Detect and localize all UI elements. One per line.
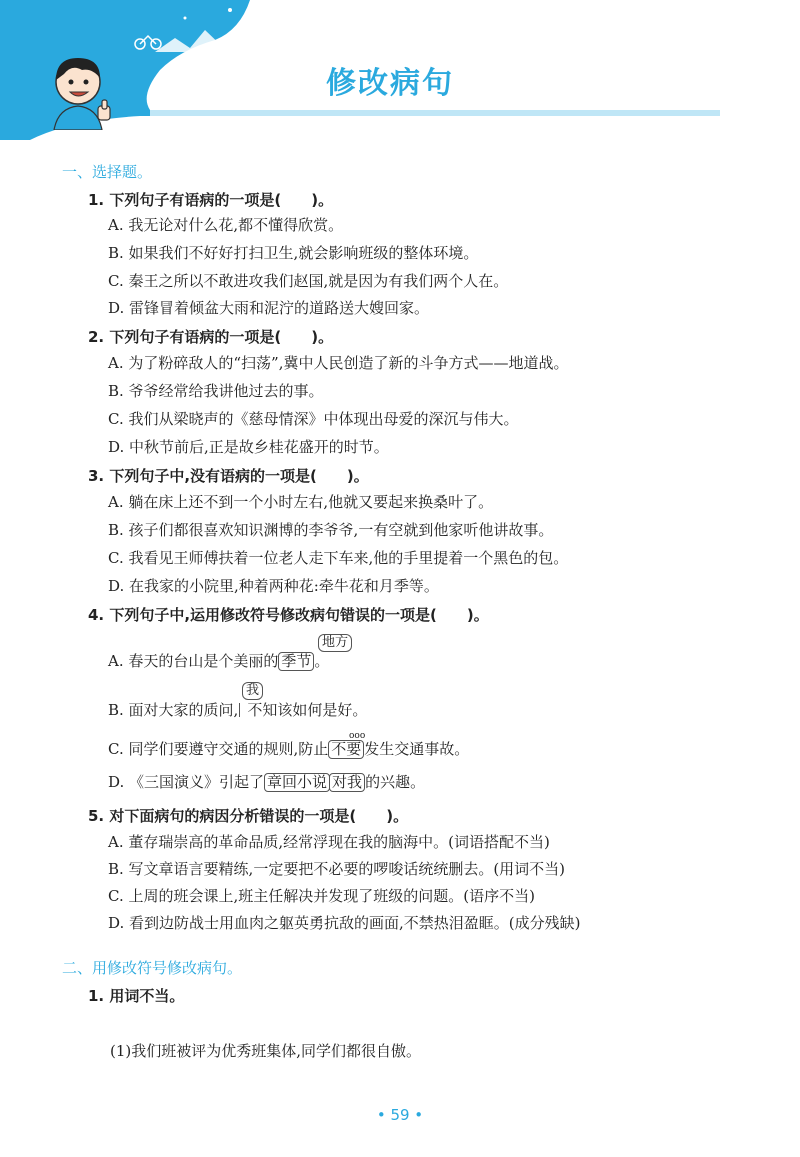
option-b: B. 爷爷经常给我讲他过去的事。 — [108, 382, 324, 400]
question-stem: 2. 下列句子有语病的一项是( )。 — [88, 328, 334, 346]
option-b: B. 孩子们都很喜欢知识渊博的李爷爷,一有空就到他家听他讲故事。 — [108, 521, 554, 539]
option-d: D. 看到边防战士用血肉之躯英勇抗敌的画面,不禁热泪盈眶。(成分残缺) — [108, 914, 581, 932]
question-stem: 5. 对下面病句的病因分析错误的一项是( )。 — [88, 807, 409, 825]
boy-mascot-icon — [42, 50, 122, 130]
option-text: 不知该如何是好。 — [247, 701, 368, 719]
deleted-word: 不要 — [331, 740, 362, 758]
option-b: B. 写文章语言要精练,一定要把不必要的啰唆话统统删去。(用词不当) — [108, 860, 566, 878]
page-title: 修改病句 — [326, 66, 454, 101]
option-d: D. 中秋节前后,正是故乡桂花盛开的时节。 — [108, 438, 389, 456]
question-stem: 1. 下列句子有语病的一项是( )。 — [88, 191, 334, 209]
section-heading: 二、用修改符号修改病句。 — [62, 959, 243, 977]
deletion-mark — [328, 731, 366, 759]
option-d: D. 在我家的小院里,种着两种花:牵牛花和月季等。 — [108, 577, 439, 595]
option-d: D. 雷锋冒着倾盆大雨和泥泞的道路送大嫂回家。 — [108, 299, 430, 317]
insert-note: 我 — [242, 682, 263, 700]
swap-word-2: 对我 — [329, 773, 365, 792]
section-heading: 一、选择题。 — [62, 163, 153, 181]
option-a: A. 躺在床上还不到一个小时左右,他就又要起来换桑叶了。 — [108, 493, 494, 511]
insert-mark-icon — [239, 703, 246, 717]
option-b: B. 如果我们不好好打扫卫生,就会影响班级的整体环境。 — [108, 244, 479, 262]
option-a — [108, 650, 329, 671]
option-text: C. 同学们要遵守交通的规则,防止 — [108, 740, 329, 758]
option-c: C. 我们从梁晓声的《慈母情深》中体现出母爱的深沉与伟大。 — [108, 410, 519, 428]
option-c: C. 上周的班会课上,班主任解决并发现了班级的问题。(语序不当) — [108, 887, 535, 905]
option-text: 。 — [314, 652, 330, 670]
correction-note: 地方 — [318, 634, 352, 652]
option-c — [108, 731, 470, 759]
option-text: 发生交通事故。 — [364, 740, 470, 758]
option-text: 的兴趣。 — [365, 773, 426, 791]
question-stem: 4. 下列句子中,运用修改符号修改病句错误的一项是( )。 — [88, 606, 489, 624]
option-a: A. 我无论对什么花,都不懂得欣赏。 — [108, 216, 344, 234]
circled-word: 季节 — [278, 652, 314, 671]
page-number: • 59 • — [376, 1106, 424, 1124]
option-text: A. 春天的台山是个美丽的 — [108, 652, 279, 670]
option-a: A. 为了粉碎敌人的“扫荡”,冀中人民创造了新的斗争方式——地道战。 — [108, 354, 569, 372]
sentence-item: (1)我们班被评为优秀班集体,同学们都很自傲。 — [110, 1042, 422, 1060]
option-b — [108, 699, 367, 720]
option-d — [108, 771, 425, 792]
swap-word-1: 章回小说 — [264, 773, 330, 792]
question-stem: 3. 下列句子中,没有语病的一项是( )。 — [88, 467, 369, 485]
delete-symbol-icon: ooo — [349, 731, 366, 741]
option-a: A. 董存瑞崇高的革命品质,经常浮现在我的脑海中。(词语搭配不当) — [108, 833, 550, 851]
option-text: D. 《三国演义》引起了 — [108, 773, 265, 791]
option-c: C. 秦王之所以不敢进攻我们赵国,就是因为有我们两个人在。 — [108, 272, 509, 290]
option-text: B. 面对大家的质问, — [108, 701, 239, 719]
option-c: C. 我看见王师傅扶着一位老人走下车来,他的手里提着一个黑色的包。 — [108, 549, 569, 567]
question-stem: 1. 用词不当。 — [88, 987, 185, 1005]
